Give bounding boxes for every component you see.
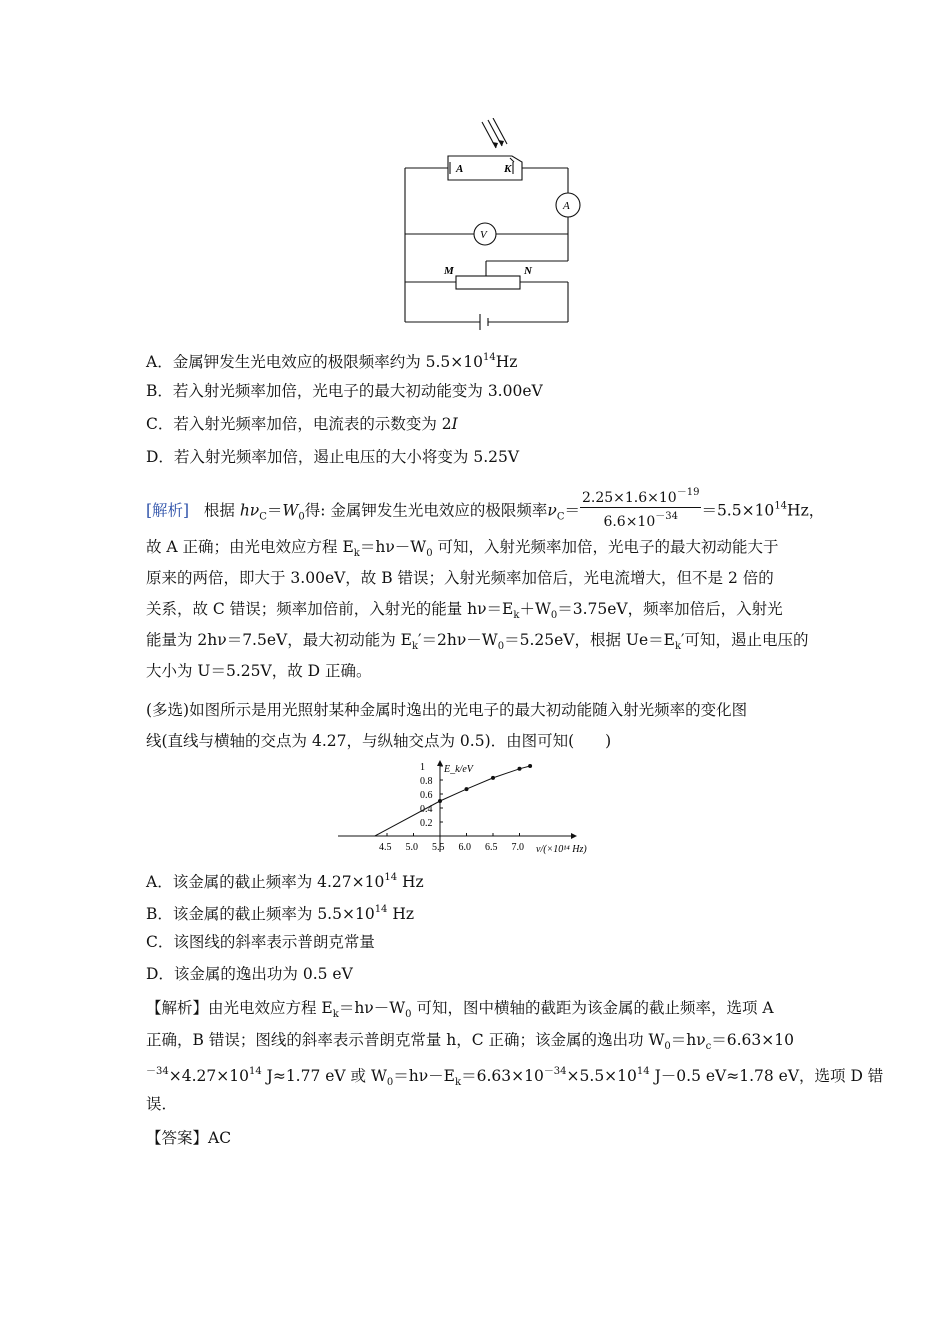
x-tick-label: 7.0 (511, 842, 524, 853)
x-tick-label: 5.0 (405, 842, 418, 853)
q2-option-a: A．该金属的截止频率为 $4.27\times 10^{14}$ Hz (146, 872, 424, 891)
y-tick-label: 0.6 (420, 790, 433, 801)
q2-analysis-line-1: 【解析】由光电效应方程 $E_k=h\nu-W_0$ 可知，图中横轴的截距为该金属的截止频率，选项 A (146, 999, 774, 1020)
series-line (375, 766, 530, 836)
x-tick-label: 6.0 (458, 842, 471, 853)
ammeter-label: A (563, 200, 570, 212)
data-point (518, 767, 522, 771)
data-point (465, 787, 469, 791)
analysis-tag: [解析] (146, 501, 190, 520)
q2-analysis-line-2: 正确，B 错误；图线的斜率表示普朗克常量 h，C 正确；该金属的逸出功 $W_0=h\nu_c=6.63\times 10$ (146, 1031, 794, 1052)
q2-stem-line-2: 线(直线与横轴的交点为 4.27，与纵轴交点为 0.5)．由图可知( ) (146, 732, 612, 750)
q1-option-a: A．金属钾发生光电效应的极限频率约为 $5.5\times 10^{14}Hz$ (146, 352, 518, 371)
answer: 【答案】AC (146, 1129, 232, 1147)
tube-label-a: A (456, 163, 464, 175)
ek-vs-frequency-chart (336, 760, 608, 858)
q1-option-d: D．若入射光频率加倍，遏止电压的大小将变为 5.25V (146, 448, 520, 466)
q2-stem-line-1: (多选)如图所示是用光照射某种金属时逸出的光电子的最大初动能随入射光频率的变化图 (146, 701, 748, 719)
x-tick-label: 5.5 (432, 842, 445, 853)
voltmeter-label: V (480, 229, 487, 241)
circuit-diagram (400, 118, 590, 330)
data-point (528, 764, 532, 768)
y-tick-label: 0.8 (420, 776, 433, 787)
q2-option-b: B．该金属的截止频率为 $5.5\times 10^{14}$ Hz (146, 904, 415, 923)
q1-analysis-line-3: 原来的两倍，即大于 3.00eV，故 B 错误；入射光频率加倍后，光电流增大，但不是 2 倍的 (146, 569, 774, 587)
x-tick-label: 4.5 (379, 842, 392, 853)
y-tick-label: 0.2 (420, 818, 433, 829)
x-axis-label: ν/(×10¹⁴ Hz) (536, 844, 587, 855)
q1-analysis-line-6: 大小为 U＝5.25V，故 D 正确。 (146, 662, 372, 680)
q1-option-b: B．若入射光频率加倍，光电子的最大初动能变为 3.00eV (146, 382, 543, 400)
fraction: $\frac{2.25\times 1.6\times 10^{-19}}{6.6\times 10^{-34}}$ (580, 484, 701, 531)
q1-analysis-line-5: 能量为 2hν＝7.5eV，最大初动能为 $E_k'=2h\nu-W_0=5.25eV$，根据 $Ue=E_k'$可知，遏止电压的 (146, 631, 809, 652)
rheostat-label-m: M (444, 265, 454, 277)
y-tick-label: 0.4 (420, 804, 433, 815)
q2-option-c: C．该图线的斜率表示普朗克常量 (146, 933, 375, 951)
tube-label-k: K (504, 163, 512, 175)
q2-option-d: D．该金属的逸出功为 0.5 eV (146, 965, 353, 983)
rheostat-label-n: N (524, 265, 532, 277)
q1-analysis-line-2: 故 A 正确；由光电效应方程 $E_k=h\nu-W_0$ 可知，入射光频率加倍，光电子的最大初动能大于 (146, 538, 779, 559)
q2-analysis-line-4: 误． (146, 1095, 178, 1113)
y-axis-label: E_k/eV (444, 764, 473, 775)
data-point (438, 799, 442, 803)
x-tick-label: 6.5 (485, 842, 498, 853)
data-point (491, 776, 495, 780)
q2-analysis-line-3: $^{-34}\times 4.27\times 10^{14}$ J≈1.77 eV 或 $W_0=h\nu-E_k=6.63\times 10^{-34}\times 5.5\times 10^{14}$ J－0.5 eV≈1.78 eV，选项 D 错 (146, 1066, 884, 1088)
q1-option-c: C．若入射光频率加倍，电流表的示数变为 2I (146, 415, 458, 433)
q1-analysis-line-1: [解析] 根据 $h\nu_C=W_0$得: 金属钾发生光电效应的极限频率$\nu_C=$ $\frac{2.25\times 1.6\times 10^{-19}}{6.6\times 10^{-34}}$ $=5.5\times 10^{14}Hz$， (146, 488, 824, 535)
q1-analysis-line-4: 关系，故 C 错误；频率加倍前，入射光的能量 $h\nu=E_k+W_0=3.75eV$，频率加倍后，入射光 (146, 600, 783, 621)
y-tick-label: 1 (420, 762, 425, 773)
